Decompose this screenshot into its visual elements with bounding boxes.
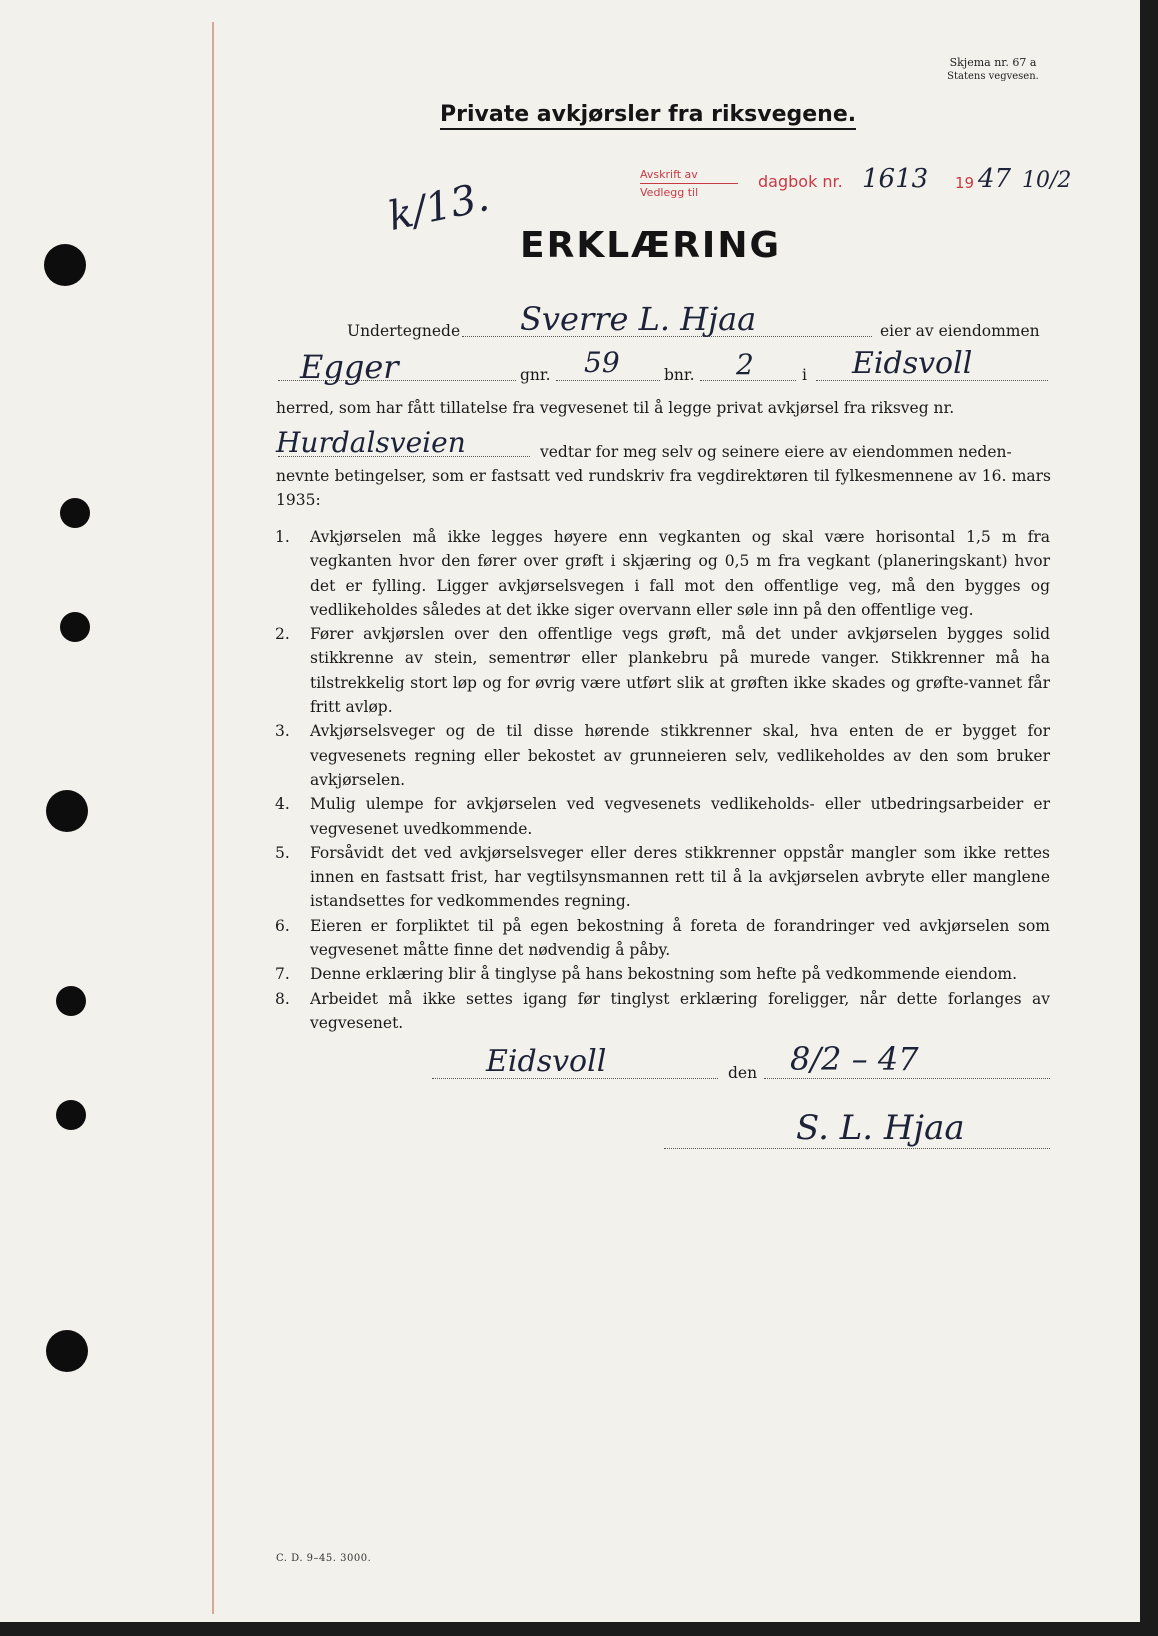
- den-label: den: [728, 1064, 758, 1082]
- gnr-value: 59: [584, 346, 620, 379]
- bnr-label: bnr.: [664, 366, 695, 384]
- condition-text: Mulig ulempe for avkjørselen ved vegvesenets vedlikeholds- eller utbedringsarbeider er vegvesenet uvedkommende.: [310, 795, 1050, 838]
- condition-item: [275, 841, 1050, 914]
- punch-hole-5: [56, 986, 86, 1016]
- stamp-line-2: Vedlegg til: [640, 186, 699, 199]
- place-value: Eidsvoll: [486, 1044, 607, 1079]
- condition-item: [275, 914, 1050, 963]
- gnr-line: [556, 380, 660, 381]
- condition-text: Fører avkjørslen over den offentlige vegs grøft, må det under avkjørselen bygges solid stikkrenne av stein, sementrør eller plankebru på murede vanger. Stikkrenner må ha tilstrekkelig stort løp og for øvrig være utført slik at grøften ikke skades og grøfte-vannet får fritt avløp.: [310, 625, 1050, 717]
- condition-text: Arbeidet må ikke settes igang før tinglyst erklæring foreligger, når dette forlanges av vegvesenet.: [310, 989, 1050, 1032]
- property-value: Egger: [300, 348, 399, 386]
- form-issuer: Statens vegvesen.: [947, 71, 1039, 82]
- condition-text: Avkjørselsveger og de til disse hørende stikkrenner skal, hva enten de er bygget for vegvesenets regning eller bekostet av grunneieren selv, vedlikeholdes av den som bruker avkjørselen.: [310, 722, 1050, 789]
- condition-text: Forsåvidt det ved avkjørselsveger eller deres stikkrenner oppstår mangler som ikke rettes innen en fastsatt frist, har vegtilsynsmannen rett til å la avkjørselen avbryte eller manglene istandsettes for vedkommendes regning.: [310, 843, 1050, 911]
- conditions-list: [275, 525, 1050, 1035]
- punch-hole-2: [60, 498, 90, 528]
- eier-label: eier av eiendommen: [880, 322, 1040, 340]
- condition-number: 1.: [275, 528, 290, 546]
- stamp-dagbok-label: dagbok nr.: [758, 172, 843, 191]
- date-value: 8/2 – 47: [790, 1040, 919, 1078]
- riksveg-value: Hurdalsveien: [276, 426, 466, 459]
- stamp-date-note: 10/2: [1022, 168, 1072, 193]
- condition-text: Denne erklæring blir å tinglyse på hans bekostning som hefte på vedkommende eiendom.: [310, 965, 1018, 984]
- punch-hole-4: [46, 790, 88, 832]
- bnr-value: 2: [736, 348, 754, 381]
- condition-number: 5.: [275, 843, 290, 862]
- municipality-value: Eidsvoll: [852, 346, 973, 381]
- margin-line: [212, 22, 214, 1614]
- condition-item: [275, 525, 1050, 622]
- herred-text: herred, som har fått tillatelse fra vegvesenet til å legge privat avkjørsel fra riksveg nr.: [276, 399, 955, 417]
- condition-item: [275, 622, 1050, 719]
- header-title: Private avkjørsler fra riksvegene.: [440, 102, 856, 130]
- condition-number: 2.: [275, 625, 290, 644]
- intro-text: nevnte betingelser, som er fastsatt ved rundskriv fra vegdirektøren til fylkesmennene av 16. mars 1935:: [276, 467, 1051, 509]
- stamp-line-1: Avskrift av: [640, 166, 738, 184]
- punch-hole-3: [60, 612, 90, 642]
- document-title: ERKLÆRING: [520, 225, 781, 266]
- form-reference: [918, 56, 1068, 84]
- punch-hole-6: [56, 1100, 86, 1130]
- stamp-year-suffix: 47: [978, 164, 1012, 194]
- footer-print-code: C. D. 9–45. 3000.: [276, 1553, 372, 1564]
- condition-item: [275, 719, 1050, 792]
- condition-number: 8.: [275, 989, 290, 1008]
- dagbok-number: 1613: [862, 164, 929, 194]
- condition-number: 7.: [275, 965, 290, 984]
- condition-number: 6.: [275, 916, 290, 935]
- condition-text: Avkjørselen må ikke legges høyere enn vegkanten og skal være horisontal 1,5 m fra vegkanten hvor den fører over grøft i skjæring og 0,5 m fra vegkant (planeringskant) hvor det er fylling. Ligger avkjørselsvegen i fall mot den offentlige veg, må den bygges og vedlikeholdes således at det ikke siger overvann eller søle inn på den offentlige veg.: [310, 528, 1050, 619]
- punch-hole-7: [46, 1330, 88, 1372]
- condition-item: [275, 962, 1050, 986]
- signature-value: S. L. Hjaa: [796, 1108, 965, 1148]
- condition-number: 4.: [275, 795, 290, 814]
- condition-item: [275, 987, 1050, 1036]
- punch-hole-1: [44, 244, 86, 286]
- margin-note: k/13.: [384, 173, 494, 241]
- undertegnede-value: Sverre L. Hjaa: [520, 300, 757, 338]
- condition-number: 3.: [275, 722, 290, 741]
- form-number: Skjema nr. 67 a: [949, 56, 1037, 69]
- stamp-year-prefix: 19: [955, 174, 975, 192]
- condition-item: [275, 792, 1050, 841]
- signature-line: [664, 1148, 1050, 1149]
- i-label: i: [802, 366, 807, 384]
- gnr-label: gnr.: [520, 366, 551, 384]
- condition-text: Eieren er forpliktet til på egen bekostning å foreta de forandringer ved avkjørselen som vegvesenet måtte finne det nødvendig å påby.: [310, 916, 1050, 960]
- vedtar-text: vedtar for meg selv og seinere eiere av eiendommen neden-: [540, 443, 1012, 461]
- undertegnede-label: Undertegnede: [347, 322, 461, 340]
- date-line: [764, 1078, 1050, 1079]
